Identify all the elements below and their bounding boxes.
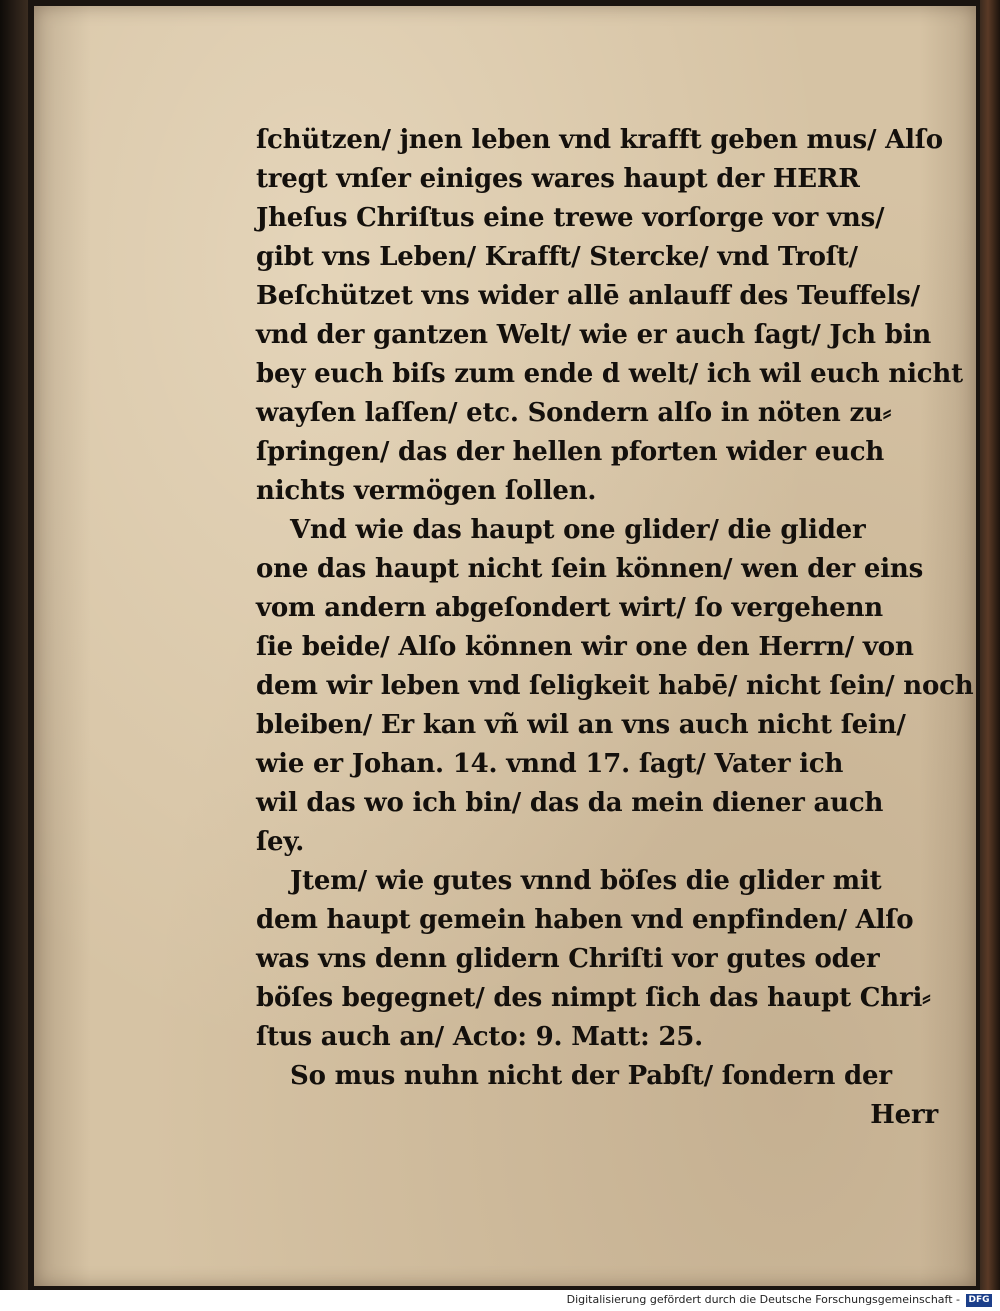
text-line: Jheſus Chriſtus eine trewe vorſorge vor vns/ xyxy=(256,203,885,233)
funding-credit: Digitalisierung gefördert durch die Deutsche Forschungsgemeinschaft - xyxy=(566,1293,960,1306)
text-line: Beſchützet vns wider allē anlauff des Teuffels/ xyxy=(256,281,920,311)
text-line: nichts vermögen ſollen. xyxy=(256,476,597,506)
text-line: wayſen laſſen/ etc. Sondern alſo in nöten zu⸗ xyxy=(256,398,892,428)
text-line: böſes begegnet/ des nimpt ſich das haupt Chri⸗ xyxy=(256,983,931,1013)
text-line: vom andern abgeſondert wirt/ ſo vergehenn xyxy=(256,593,884,623)
text-block xyxy=(256,121,974,1135)
dfg-logo: DFG xyxy=(966,1294,992,1307)
book-edge-right xyxy=(980,0,1000,1290)
catchword: Herr xyxy=(870,1100,938,1130)
text-line: bleiben/ Er kan vñ wil an vns auch nicht ſein/ xyxy=(256,710,906,740)
book-edge-left xyxy=(0,0,28,1290)
text-line: ſtus auch an/ Acto: 9. Matt: 25. xyxy=(256,1022,703,1052)
text-line: wil das wo ich bin/ das da mein diener auch xyxy=(256,788,884,818)
text-line: bey euch biſs zum ende d welt/ ich wil euch nicht xyxy=(256,359,963,389)
text-line: one das haupt nicht ſein können/ wen der eins xyxy=(256,554,924,584)
text-line: ſey. xyxy=(256,827,305,857)
text-line: dem haupt gemein haben vnd enpfinden/ Alſo xyxy=(256,905,914,935)
text-line: ſchützen/ jnen leben vnd krafft geben mus/ Alſo xyxy=(256,125,943,155)
text-line: tregt vnſer einiges wares haupt der HERR xyxy=(256,164,860,194)
text-line: wie er Johan. 14. vnnd 17. ſagt/ Vater ich xyxy=(256,749,844,779)
text-line: Jtem/ wie gutes vnnd böſes die glider mit xyxy=(290,866,882,896)
text-line: ſie beide/ Alſo können wir one den Herrn/ von xyxy=(256,632,914,662)
text-line: ſpringen/ das der hellen pforten wider euch xyxy=(256,437,885,467)
text-line: dem wir leben vnd ſeligkeit habē/ nicht ſein/ noch xyxy=(256,671,974,701)
paper-page xyxy=(34,6,976,1286)
text-line: vnd der gantzen Welt/ wie er auch ſagt/ Jch bin xyxy=(256,320,932,350)
text-line: Vnd wie das haupt one glider/ die glider xyxy=(290,515,866,545)
footer-bar xyxy=(0,1290,1000,1311)
text-line: So mus nuhn nicht der Pabſt/ ſondern der xyxy=(290,1061,892,1091)
text-line: gibt vns Leben/ Krafft/ Stercke/ vnd Troſt/ xyxy=(256,242,858,272)
text-line: was vns denn glidern Chriſti vor gutes oder xyxy=(256,944,880,974)
